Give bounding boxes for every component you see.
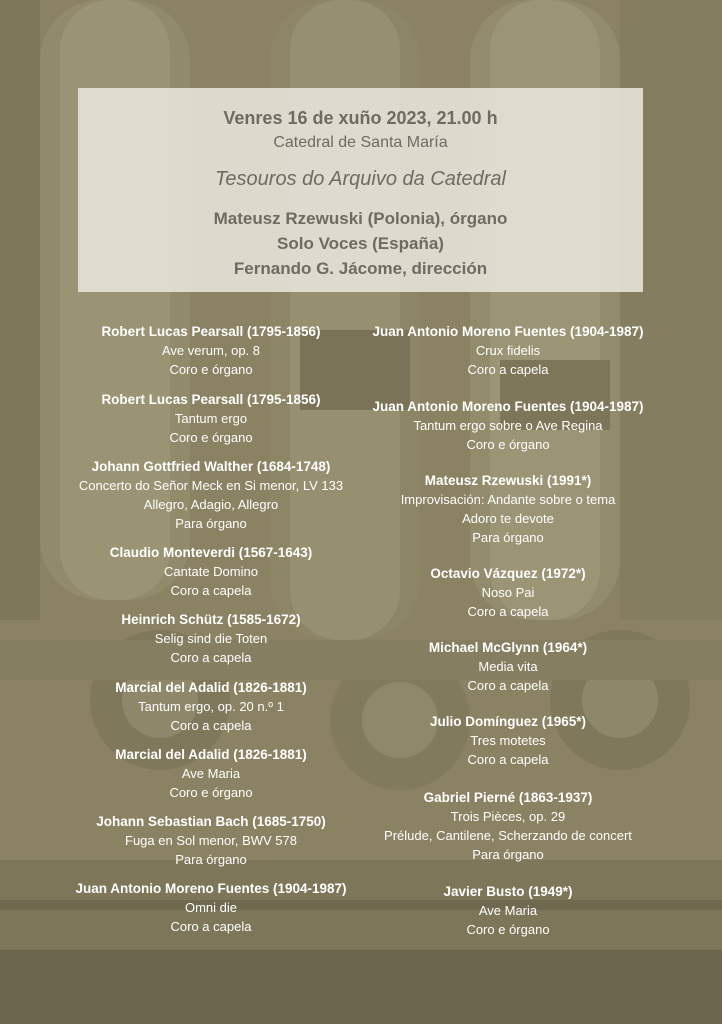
composer-name: Heinrich Schütz (1585-1672): [121, 612, 301, 627]
program-item: [358, 564, 658, 621]
piece-line: Coro a capela: [467, 678, 549, 693]
composer-name: Juan Antonio Moreno Fuentes (1904-1987): [372, 399, 644, 414]
piece-line: Tantum ergo, op. 20 n.º 1: [138, 699, 284, 714]
program-item: [61, 745, 361, 802]
composer-name: Robert Lucas Pearsall (1795-1856): [101, 392, 321, 407]
program-item: [61, 879, 361, 936]
piece-line: Noso Pai: [481, 585, 535, 600]
concert-date: Venres 16 de xuño 2023, 21.00 h: [223, 108, 498, 128]
program-item: [358, 397, 658, 454]
piece-line: Para órgano: [175, 516, 247, 531]
piece-line: Concerto do Señor Meck en Si menor, LV 133: [78, 478, 344, 493]
composer-name: Javier Busto (1949*): [443, 884, 573, 899]
piece-line: Para órgano: [472, 847, 544, 862]
piece-line: Coro a capela: [170, 650, 252, 665]
composer-name: Octavio Vázquez (1972*): [430, 566, 586, 581]
program-item: [358, 712, 658, 769]
concert-header-box: [78, 88, 643, 292]
program-item: [61, 812, 361, 869]
program-item: [61, 678, 361, 735]
program-item: [61, 610, 361, 667]
composer-name: Julio Domínguez (1965*): [429, 714, 587, 729]
composer-name: Juan Antonio Moreno Fuentes (1904-1987): [75, 881, 347, 896]
piece-line: Adoro te devote: [462, 511, 554, 526]
piece-line: Coro e órgano: [466, 437, 550, 452]
piece-line: Coro a capela: [170, 718, 252, 733]
program-item: [358, 788, 658, 864]
composer-name: Johann Gottfried Walther (1684-1748): [91, 459, 331, 474]
piece-line: Tres motetes: [470, 733, 546, 748]
concert-title: Tesouros do Arquivo da Catedral: [215, 168, 506, 190]
piece-line: Trois Pièces, op. 29: [450, 809, 566, 824]
concert-venue: Catedral de Santa María: [273, 134, 448, 151]
composer-name: Claudio Monteverdi (1567-1643): [109, 545, 313, 560]
composer-name: Robert Lucas Pearsall (1795-1856): [101, 324, 321, 339]
piece-line: Para órgano: [175, 852, 247, 867]
piece-line: Para órgano: [472, 530, 544, 545]
program-item: [61, 322, 361, 379]
piece-line: Coro e órgano: [466, 922, 550, 937]
piece-line: Coro a capela: [170, 919, 252, 934]
program-item: [358, 638, 658, 695]
composer-name: Michael McGlynn (1964*): [428, 640, 588, 655]
performer-organist: Mateusz Rzewuski (Polonia), órgano: [213, 209, 508, 228]
piece-line: Cantate Domino: [164, 564, 258, 579]
piece-line: Prélude, Cantilene, Scherzando de concert: [384, 828, 632, 843]
piece-line: Allegro, Adagio, Allegro: [143, 497, 279, 512]
performers-list: [78, 206, 643, 281]
composer-name: Marcial del Adalid (1826-1881): [115, 680, 307, 695]
piece-line: Coro a capela: [467, 362, 549, 377]
piece-line: Tantum ergo sobre o Ave Regina: [413, 418, 603, 433]
performer-director: Fernando G. Jácome, dirección: [233, 259, 488, 278]
program-item: [61, 390, 361, 447]
piece-line: Coro a capela: [467, 752, 549, 767]
composer-name: Mateusz Rzewuski (1991*): [424, 473, 592, 488]
performer-choir: Solo Voces (España): [277, 234, 444, 253]
program-item: [61, 457, 361, 533]
piece-line: Ave Maria: [478, 903, 538, 918]
piece-line: Coro a capela: [467, 604, 549, 619]
program-item: [358, 322, 658, 379]
piece-line: Tantum ergo: [174, 411, 248, 426]
piece-line: Coro e órgano: [169, 785, 253, 800]
composer-name: Johann Sebastian Bach (1685-1750): [96, 814, 326, 829]
piece-line: Media vita: [478, 659, 538, 674]
piece-line: Ave verum, op. 8: [161, 343, 261, 358]
piece-line: Fuga en Sol menor, BWV 578: [125, 833, 297, 848]
piece-line: Coro e órgano: [169, 362, 253, 377]
composer-name: Marcial del Adalid (1826-1881): [115, 747, 307, 762]
program-item: [61, 543, 361, 600]
piece-line: Improvisación: Andante sobre o tema: [400, 492, 616, 507]
piece-line: Omni die: [184, 900, 238, 915]
piece-line: Ave Maria: [181, 766, 241, 781]
program-item: [358, 471, 658, 547]
program-item: [358, 882, 658, 939]
piece-line: Coro e órgano: [169, 430, 253, 445]
composer-name: Juan Antonio Moreno Fuentes (1904-1987): [372, 324, 644, 339]
piece-line: Selig sind die Toten: [154, 631, 268, 646]
piece-line: Coro a capela: [170, 583, 252, 598]
piece-line: Crux fidelis: [475, 343, 541, 358]
composer-name: Gabriel Pierné (1863-1937): [423, 790, 593, 805]
